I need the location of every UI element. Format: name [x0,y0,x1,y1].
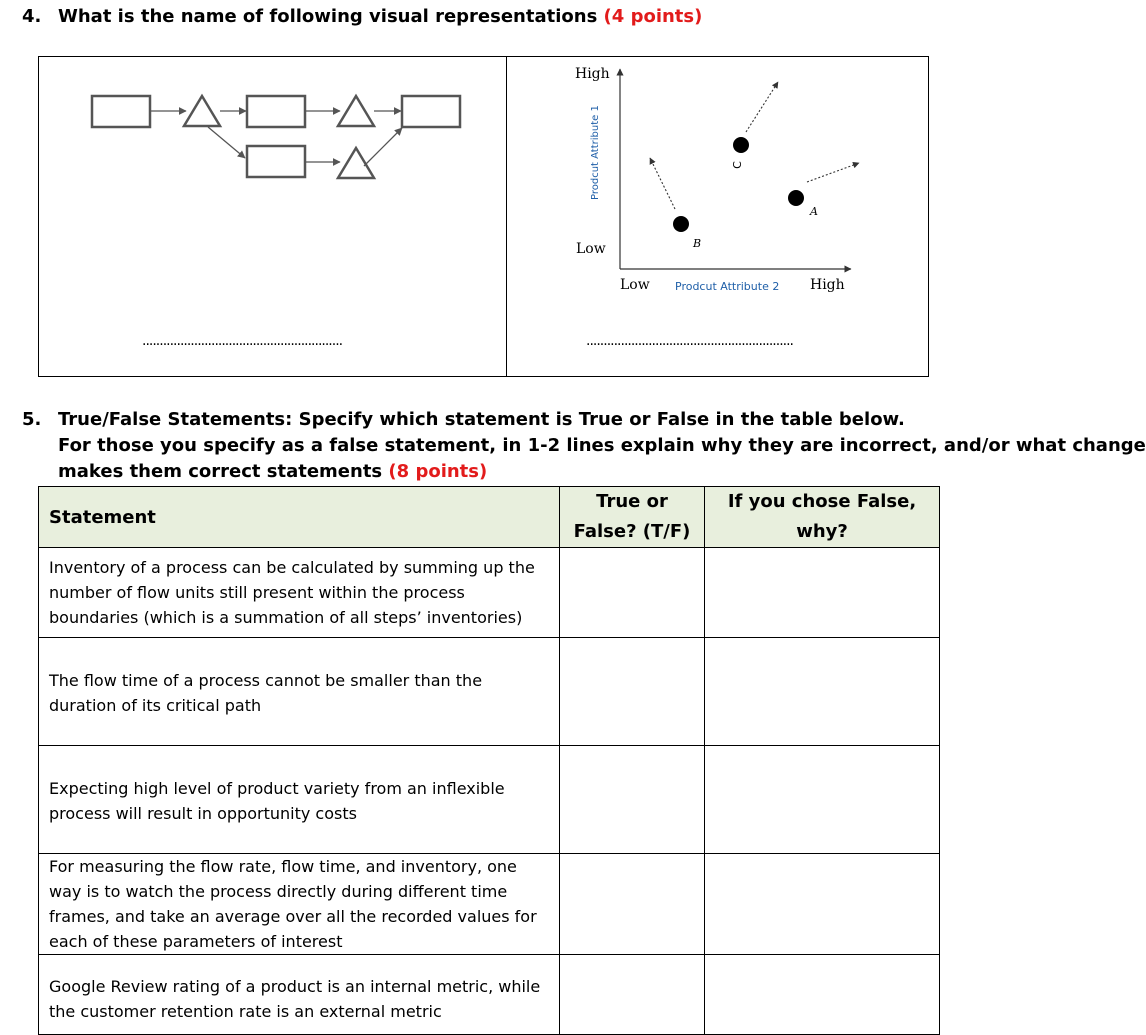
statement-line: duration of its critical path [49,696,262,715]
statement-line: Inventory of a process can be calculated by summing up the [49,558,535,577]
process-box-1 [92,96,150,127]
header-statement: Statement [39,487,560,548]
point-label-b: B [693,237,702,250]
y-axis-high-label: High [575,66,610,82]
header-true-false-line-2: False? (T/F) [573,521,691,542]
table-row [39,746,940,854]
point-label-c: C [731,161,744,169]
statement-line: boundaries (which is a summation of all steps’ inventories) [49,608,523,627]
process-flow-diagram [80,82,480,192]
buffer-triangle-2 [338,96,374,126]
question-4-text: What is the name of following visual representations [58,6,604,27]
point-b [673,216,689,232]
statement-cell [39,854,560,955]
point-c [733,137,749,153]
question-5-title [22,407,905,433]
question-4-number: 4. [22,6,42,27]
true-false-answer-cell[interactable] [560,548,705,638]
process-box-3 [402,96,460,127]
question-5-line-2: For those you specify as a false statement, in 1-2 lines explain why they are incorrect, and/or what change [58,435,1146,456]
table-row [39,638,940,746]
why-answer-cell[interactable] [705,955,940,1035]
header-why [705,487,940,548]
question-5-number: 5. [22,409,42,430]
true-false-table [38,486,940,1035]
statement-line: way is to watch the process directly during different time [49,882,508,901]
question-5-line-3-text: makes them correct statements [58,461,389,482]
buffer-triangle-1 [184,96,220,126]
table-row [39,955,940,1035]
header-why-line-2: why? [796,521,848,542]
point-a [788,190,804,206]
flow-arrow [364,128,402,166]
question-4-title [22,4,702,30]
table-row [39,548,940,638]
why-answer-cell[interactable] [705,746,940,854]
statement-line: each of these parameters of interest [49,932,343,951]
header-why-line-1: If you chose False, [727,491,917,512]
statement-line: the customer retention rate is an external metric [49,1002,442,1021]
statement-cell [39,955,560,1035]
question-4-points: (4 points) [603,6,703,27]
trend-arrow-c [746,82,778,132]
true-false-answer-cell[interactable] [560,638,705,746]
answer-blank-1: .......................................................... [142,333,343,349]
table-header-row [39,487,940,548]
statement-line: number of flow units still present within the process [49,583,465,602]
statement-cell [39,746,560,854]
true-false-answer-cell[interactable] [560,955,705,1035]
why-answer-cell[interactable] [705,548,940,638]
statement-line: Google Review rating of a product is an internal metric, while [49,977,541,996]
trend-arrow-a [807,163,859,182]
answer-blank-2: ............................................................ [586,333,794,349]
statement-cell [39,638,560,746]
x-axis-title: Prodcut Attribute 2 [675,280,780,293]
product-attribute-map [507,57,927,317]
table-row [39,854,940,955]
statement-line: For measuring the flow rate, flow time, and inventory, one [49,857,517,876]
statement-line: process will result in opportunity costs [49,804,357,823]
buffer-triangle-3 [338,148,374,178]
question-5-points: (8 points) [388,461,488,482]
process-box-4 [247,146,305,177]
point-label-a: A [810,205,818,218]
x-axis-high-label: High [810,277,845,293]
y-axis-title: Prodcut Attribute 1 [590,105,601,200]
why-answer-cell[interactable] [705,638,940,746]
statement-cell [39,548,560,638]
header-true-false-line-1: True or [596,491,668,512]
statement-line: The flow time of a process cannot be smaller than the [49,671,483,690]
header-true-false [560,487,705,548]
true-false-answer-cell[interactable] [560,854,705,955]
question-5-line-1: True/False Statements: Specify which statement is True or False in the table below. [58,409,905,430]
flow-arrow [208,127,245,158]
process-box-2 [247,96,305,127]
true-false-answer-cell[interactable] [560,746,705,854]
trend-arrow-b [650,158,675,209]
x-axis-low-label: Low [620,277,650,293]
y-axis-low-label: Low [576,241,606,257]
question-5-line-3 [58,459,487,485]
statement-line: Expecting high level of product variety from an inflexible [49,779,505,798]
statement-line: frames, and take an average over all the recorded values for [49,907,537,926]
why-answer-cell[interactable] [705,854,940,955]
